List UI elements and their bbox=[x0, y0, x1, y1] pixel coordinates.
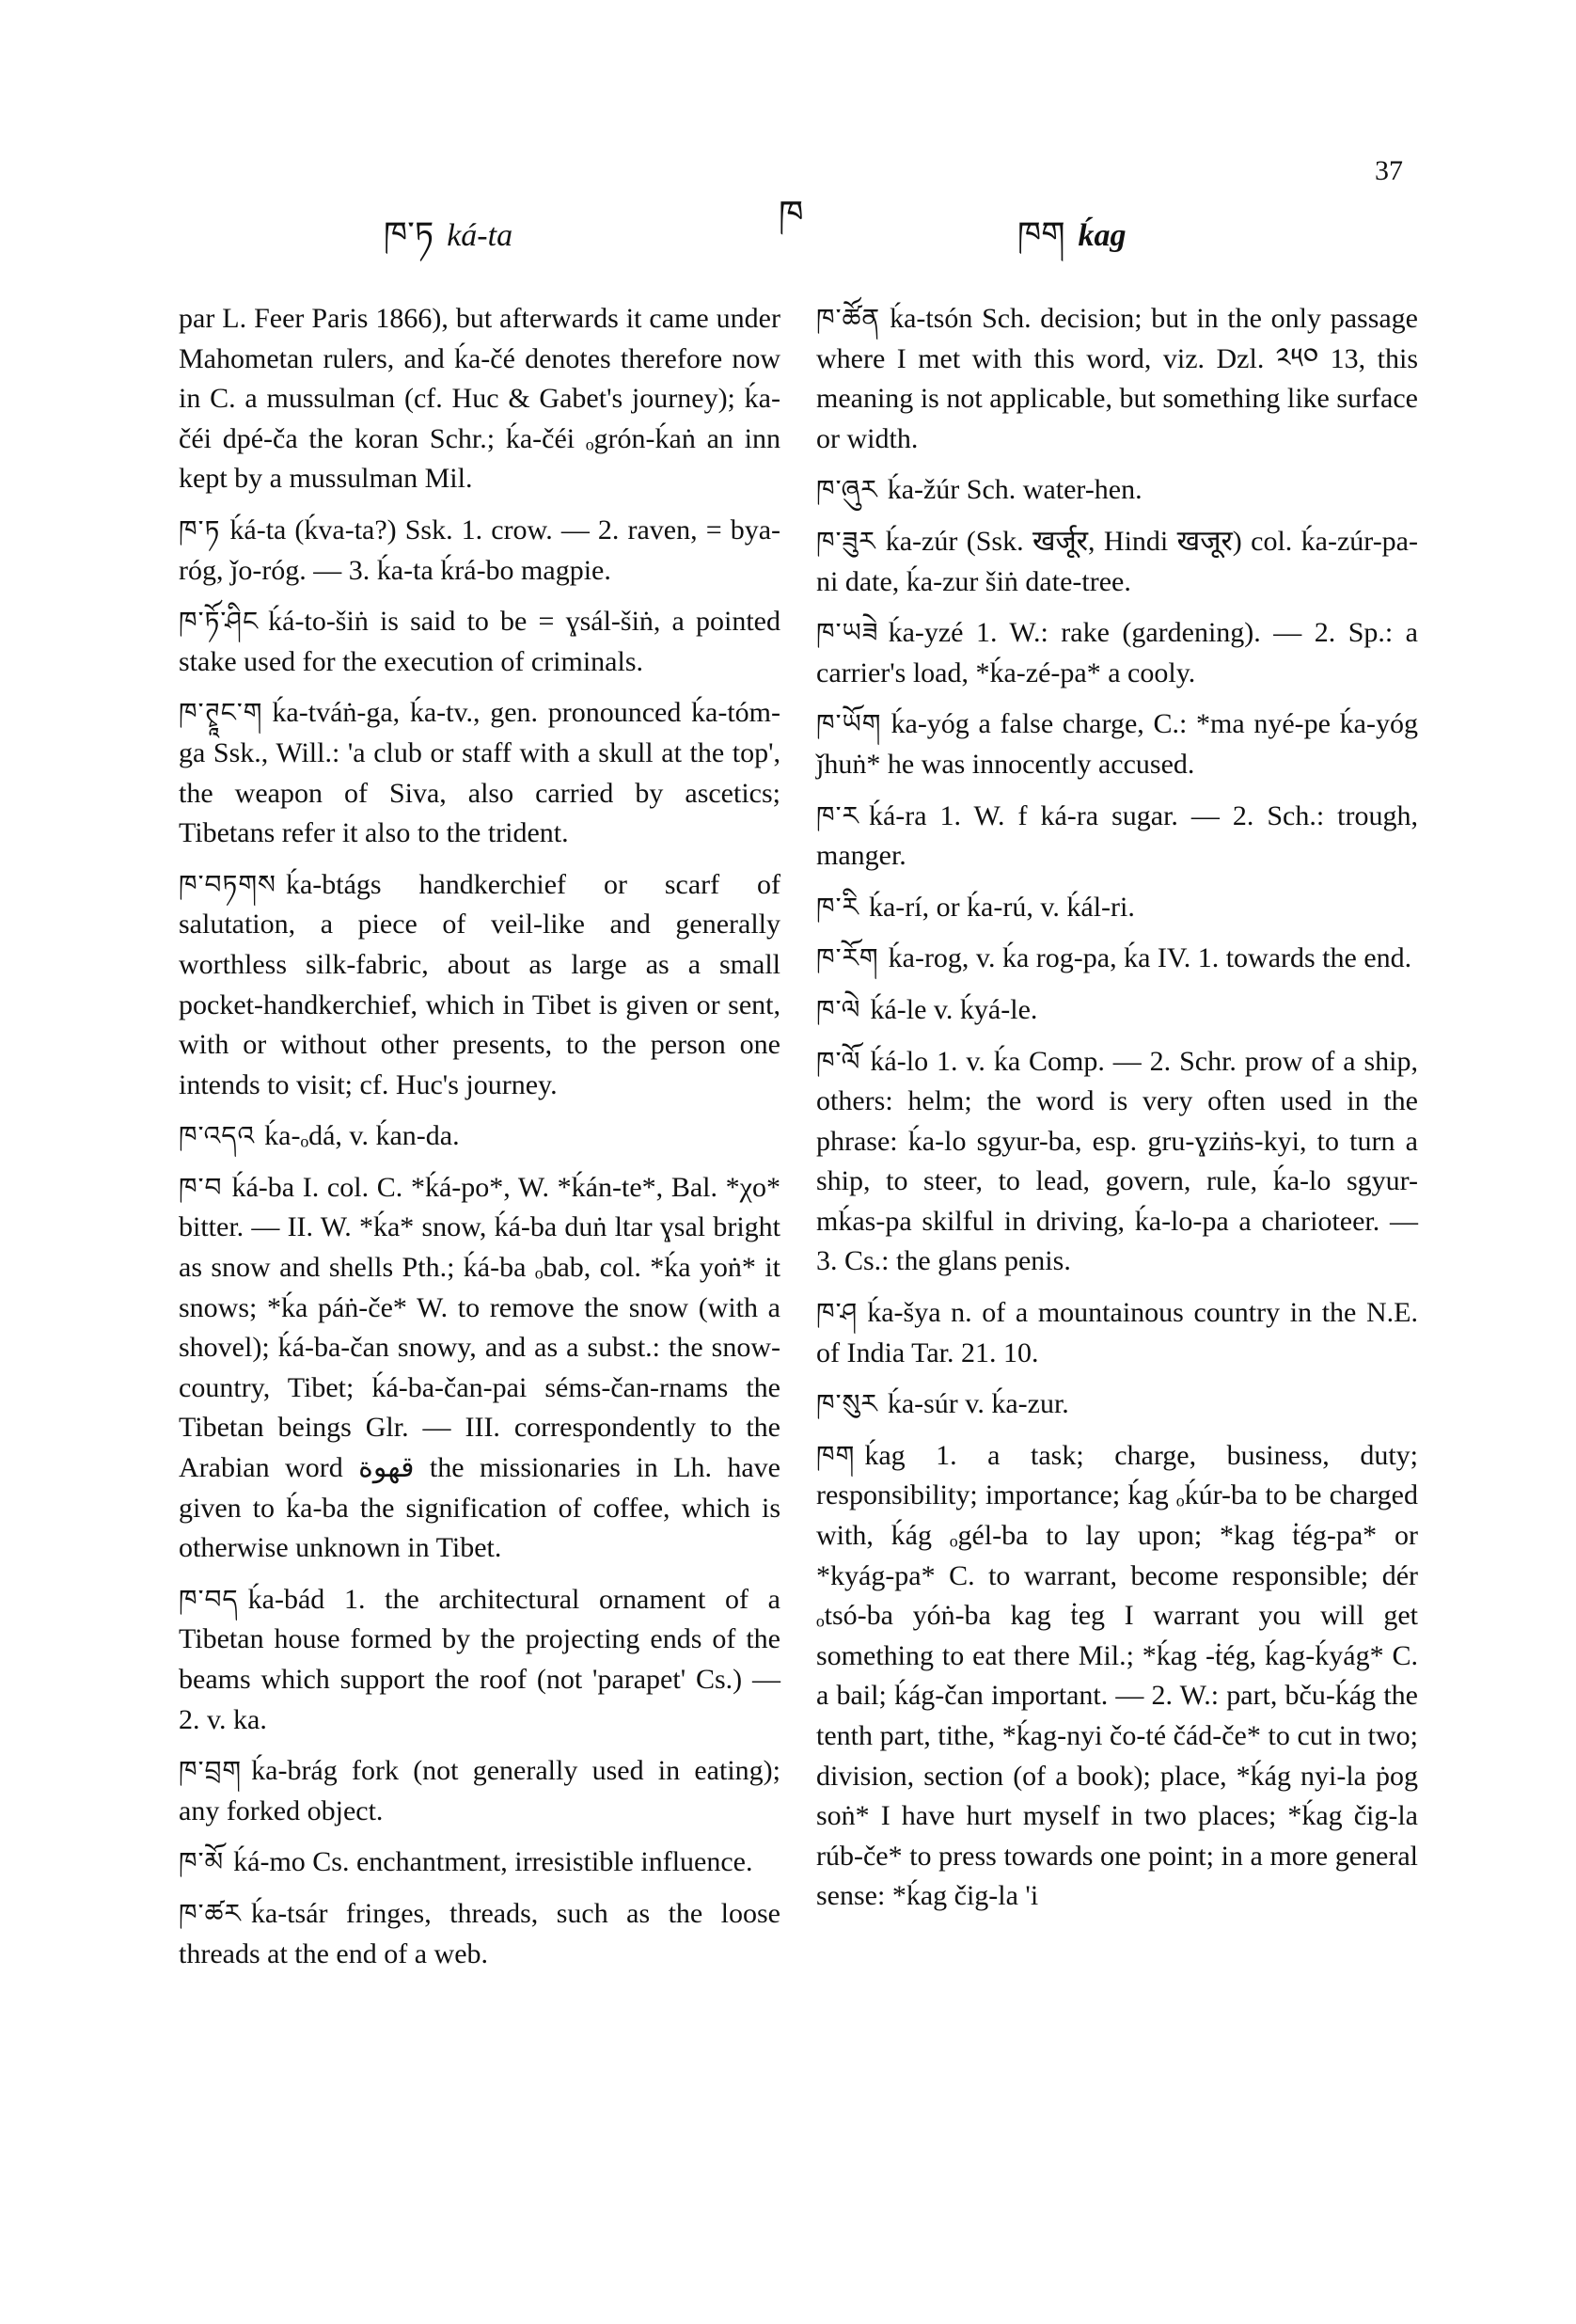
entry-headword-tibetan: ཁ་ཏོ་ཤིང bbox=[179, 606, 260, 638]
dictionary-entry bbox=[816, 704, 1418, 784]
entry-headword-tibetan: ཁ་མོ bbox=[179, 1846, 225, 1878]
entry-headword-tibetan: ཁ་ཚོན bbox=[816, 303, 881, 334]
dictionary-entry bbox=[179, 1168, 780, 1569]
entry-headword-tibetan: ཁ་ཏ bbox=[179, 514, 221, 545]
running-head-left-word: ká-ta bbox=[447, 218, 513, 253]
entry-headword-tibetan: ཁ་བཏགས bbox=[179, 868, 276, 900]
entry-headword-tibetan: ཁ་ཟུར bbox=[816, 525, 876, 557]
dictionary-entry bbox=[816, 990, 1418, 1031]
dictionary-entry bbox=[816, 797, 1418, 877]
entry-text: par L. Feer Paris 1866), but afterwards it came under Mahometan rulers, and ḱa-čé denotes therefore now in C. a mussulman (cf. Huc & Gabet's journey); ḱa-čéi dpé-ča the koran Schr.; ḱa-čéi ₒgrón-ḱaṅ an inn kept by a mussulman Mil. bbox=[179, 303, 780, 495]
dictionary-entry bbox=[179, 1894, 780, 1974]
dictionary-entry bbox=[816, 1436, 1418, 1917]
entry-headword-tibetan: ཁ་རི bbox=[816, 891, 859, 923]
entry-headword-tibetan: ཁ་རོག bbox=[816, 942, 879, 974]
entry-text: ḱá-lo 1. v. ḱa Comp. — 2. Schr. prow of a ship, others: helm; the word is very often used in the phrase: ḱa-lo sgyur-ba, esp. gru-ɣziṅs-kyi, to turn a ship, to steer, to lead, govern, rule, ḱa-lo sgyur-mḱas-pa skilful in driving, ḱa-lo-pa a charioteer. — 3. Cs.: the glans penis. bbox=[816, 1045, 1418, 1277]
section-letter: ཁ bbox=[779, 193, 804, 234]
dictionary-entry bbox=[179, 511, 780, 591]
entry-text: ḱa-yóg a false charge, C.: *ma nyé-pe ḱa-yóg ǰhuṅ* he was innocently accused. bbox=[816, 708, 1418, 780]
entry-text: ḱa-ₒdá, v. ḱan-da. bbox=[264, 1120, 460, 1152]
running-head-left-tibetan: ཁ་ཏ bbox=[384, 215, 434, 254]
entry-headword-tibetan: ཁ་ལོ bbox=[816, 1045, 861, 1077]
entry-headword-tibetan: ཁ་ཊྭཱང་ག bbox=[179, 697, 263, 729]
entry-headword-tibetan: ཁ་ཤ bbox=[816, 1297, 859, 1329]
entry-headword-tibetan: ཁ་ཡཟེ bbox=[816, 617, 879, 649]
running-head-left bbox=[384, 196, 512, 292]
dictionary-entry bbox=[179, 1842, 780, 1883]
running-head-right-word: ḱag bbox=[1078, 218, 1127, 253]
entry-text: ḱá-le v. ḱyá-le. bbox=[870, 993, 1038, 1025]
entry-text: ḱá-mo Cs. enchantment, irresistible influence. bbox=[233, 1846, 753, 1878]
dictionary-entry bbox=[179, 865, 780, 1106]
entry-text: ḱa-btágs handkerchief or scarf of salutation, a piece of veil-like and generally worthless silk-fabric, about as large as a small pocket-handkerchief, which in Tibet is given or sent, with or without other presents, to the person one intends to visit; cf. Huc's journey. bbox=[179, 868, 780, 1100]
dictionary-entry bbox=[179, 299, 780, 499]
entry-headword-tibetan: ཁ་ཡོག bbox=[816, 708, 882, 740]
entry-headword-tibetan: ཁ་འདའ bbox=[179, 1120, 256, 1152]
dictionary-entry bbox=[816, 1293, 1418, 1373]
entry-headword-tibetan: ཁག bbox=[816, 1439, 856, 1471]
entry-headword-tibetan: ཁ་ཞུར bbox=[816, 474, 878, 506]
entry-headword-tibetan: ཁ་ཚར bbox=[179, 1897, 242, 1929]
entry-text: ḱa-bád 1. the architectural ornament of a Tibetan house formed by the projecting ends of the beams which support the roof (not 'parapet' Cs.) — 2. v. ka. bbox=[179, 1583, 780, 1735]
entry-headword-tibetan: ཁ་ར bbox=[816, 799, 859, 831]
running-head-right-tibetan: ཁག bbox=[1017, 215, 1065, 254]
entry-text: ḱá-ta (ḱva-ta?) Ssk. 1. crow. — 2. raven, = bya-róg, ǰo-róg. — 3. ḱa-ta ḱrá-bo magpie. bbox=[179, 514, 780, 586]
dictionary-entry bbox=[816, 522, 1418, 602]
dictionary-entry bbox=[816, 1042, 1418, 1283]
dictionary-entry bbox=[816, 470, 1418, 511]
dictionary-entry bbox=[179, 1751, 780, 1831]
entry-text: ḱa-súr v. ḱa-zur. bbox=[887, 1388, 1069, 1420]
entry-text: ḱa-žúr Sch. water-hen. bbox=[887, 474, 1143, 506]
entry-text: ḱa-tváṅ-ga, ḱa-tv., gen. pronounced ḱa-tóm-ga Ssk., Will.: 'a club or staff with a skull at the top', the weapon of Siva, also carried by ascetics; Tibetans refer it also to the trident. bbox=[179, 697, 780, 849]
entry-text: ḱa-rog, v. ḱa rog-pa, ḱa IV. 1. towards the end. bbox=[888, 942, 1412, 974]
entry-text: ḱa-yzé 1. W.: rake (gardening). — 2. Sp.: a carrier's load, *ḱa-zé-pa* a cooly. bbox=[816, 617, 1418, 688]
entry-text: ḱag 1. a task; charge, business, duty; responsibility; importance; ḱag ₒḱúr-ba to be charged with, ḱág ₒgél-ba to lay upon; *kag ṫég-pa* or *kyág-pa* C. to warrant, become responsible; dér ₒtsó-ba yóṅ-ba kag ṫeg I warrant you will get something to eat there Mil.; *ḱag -ṫég, ḱag-ḱyág* C. a bail; ḱág-čan important. — 2. W.: part, bču-ḱág the tenth part, tithe, *ḱag-nyi čo-té čád-če* to cut in two; division, section (of a book); place, *ḱág nyi-la ṗog soṅ* I have hurt myself in two places; *ḱag čig-la rúb-če* to press towards one point; in a more general sense: *ḱag čig-la 'i bbox=[816, 1439, 1418, 1912]
entry-text: ḱa-rí, or ḱa-rú, v. ḱál-ri. bbox=[868, 891, 1135, 923]
page-number: 37 bbox=[1375, 155, 1403, 186]
dictionary-entry bbox=[816, 939, 1418, 979]
dictionary-entry bbox=[179, 1116, 780, 1157]
entry-text: ḱá-ra 1. W. f ká-ra sugar. — 2. Sch.: trough, manger. bbox=[816, 799, 1418, 872]
dictionary-entry bbox=[179, 1580, 780, 1740]
dictionary-entry bbox=[816, 613, 1418, 693]
dictionary-entry bbox=[179, 693, 780, 853]
entry-text: ḱa-zúr (Ssk. खर्जूर, Hindi खजूर) col. ḱa-zúr-pa-ni date, ḱa-zur šiṅ date-tree. bbox=[816, 525, 1418, 597]
entry-headword-tibetan: ཁ་སུར bbox=[816, 1388, 878, 1420]
entry-text: ḱa-brág fork (not generally used in eating); any forked object. bbox=[179, 1755, 780, 1826]
entry-text: ḱa-tsón Sch. decision; but in the only passage where I met with this word, viz. Dzl. ༢༥༠ 13, this meaning is not applicable, but something like surface or width. bbox=[816, 303, 1418, 454]
dictionary-entry bbox=[816, 299, 1418, 459]
entry-text: ḱá-ba I. col. C. *ḱá-po*, W. *ḱán-te*, Bal. *χo* bitter. — II. W. *ḱa* snow, ḱá-ba duṅ ltar ɣsal bright as snow and shells Pth.; ḱá-ba ₒbab, col. *ḱa yoṅ* it snows; *ḱa páṅ-če* W. to remove the snow (with a shovel); ḱá-ba-čan snowy, and as a subst.: the snow-country, Tibet; ḱá-ba-čan-pai séms-čan-rnams the Tibetan beings Glr. — III. correspondently to the Arabian word قهوة the missionaries in Lh. have given to ḱa-ba the signification of coffee, which is otherwise unknown in Tibet. bbox=[179, 1171, 780, 1564]
running-head-right bbox=[1017, 196, 1127, 292]
dictionary-entry bbox=[816, 1384, 1418, 1425]
entry-text: ḱa-šya n. of a mountainous country in the N.E. of India Tar. 21. 10. bbox=[816, 1297, 1418, 1368]
entry-headword-tibetan: ཁ་བད bbox=[179, 1583, 239, 1615]
entry-headword-tibetan: ཁ་ལེ bbox=[816, 993, 861, 1025]
entry-headword-tibetan: ཁ་བྲག bbox=[179, 1755, 243, 1787]
dictionary-entry bbox=[179, 602, 780, 682]
entry-text: ḱa-tsár fringes, threads, such as the loose threads at the end of a web. bbox=[179, 1897, 780, 1969]
right-column bbox=[816, 299, 1418, 1928]
entry-text: ḱá-to-šiṅ is said to be = ɣsál-šiṅ, a pointed stake used for the execution of criminals. bbox=[179, 606, 780, 677]
left-column bbox=[179, 299, 780, 1985]
dictionary-entry bbox=[816, 888, 1418, 928]
entry-headword-tibetan: ཁ་བ bbox=[179, 1171, 223, 1203]
